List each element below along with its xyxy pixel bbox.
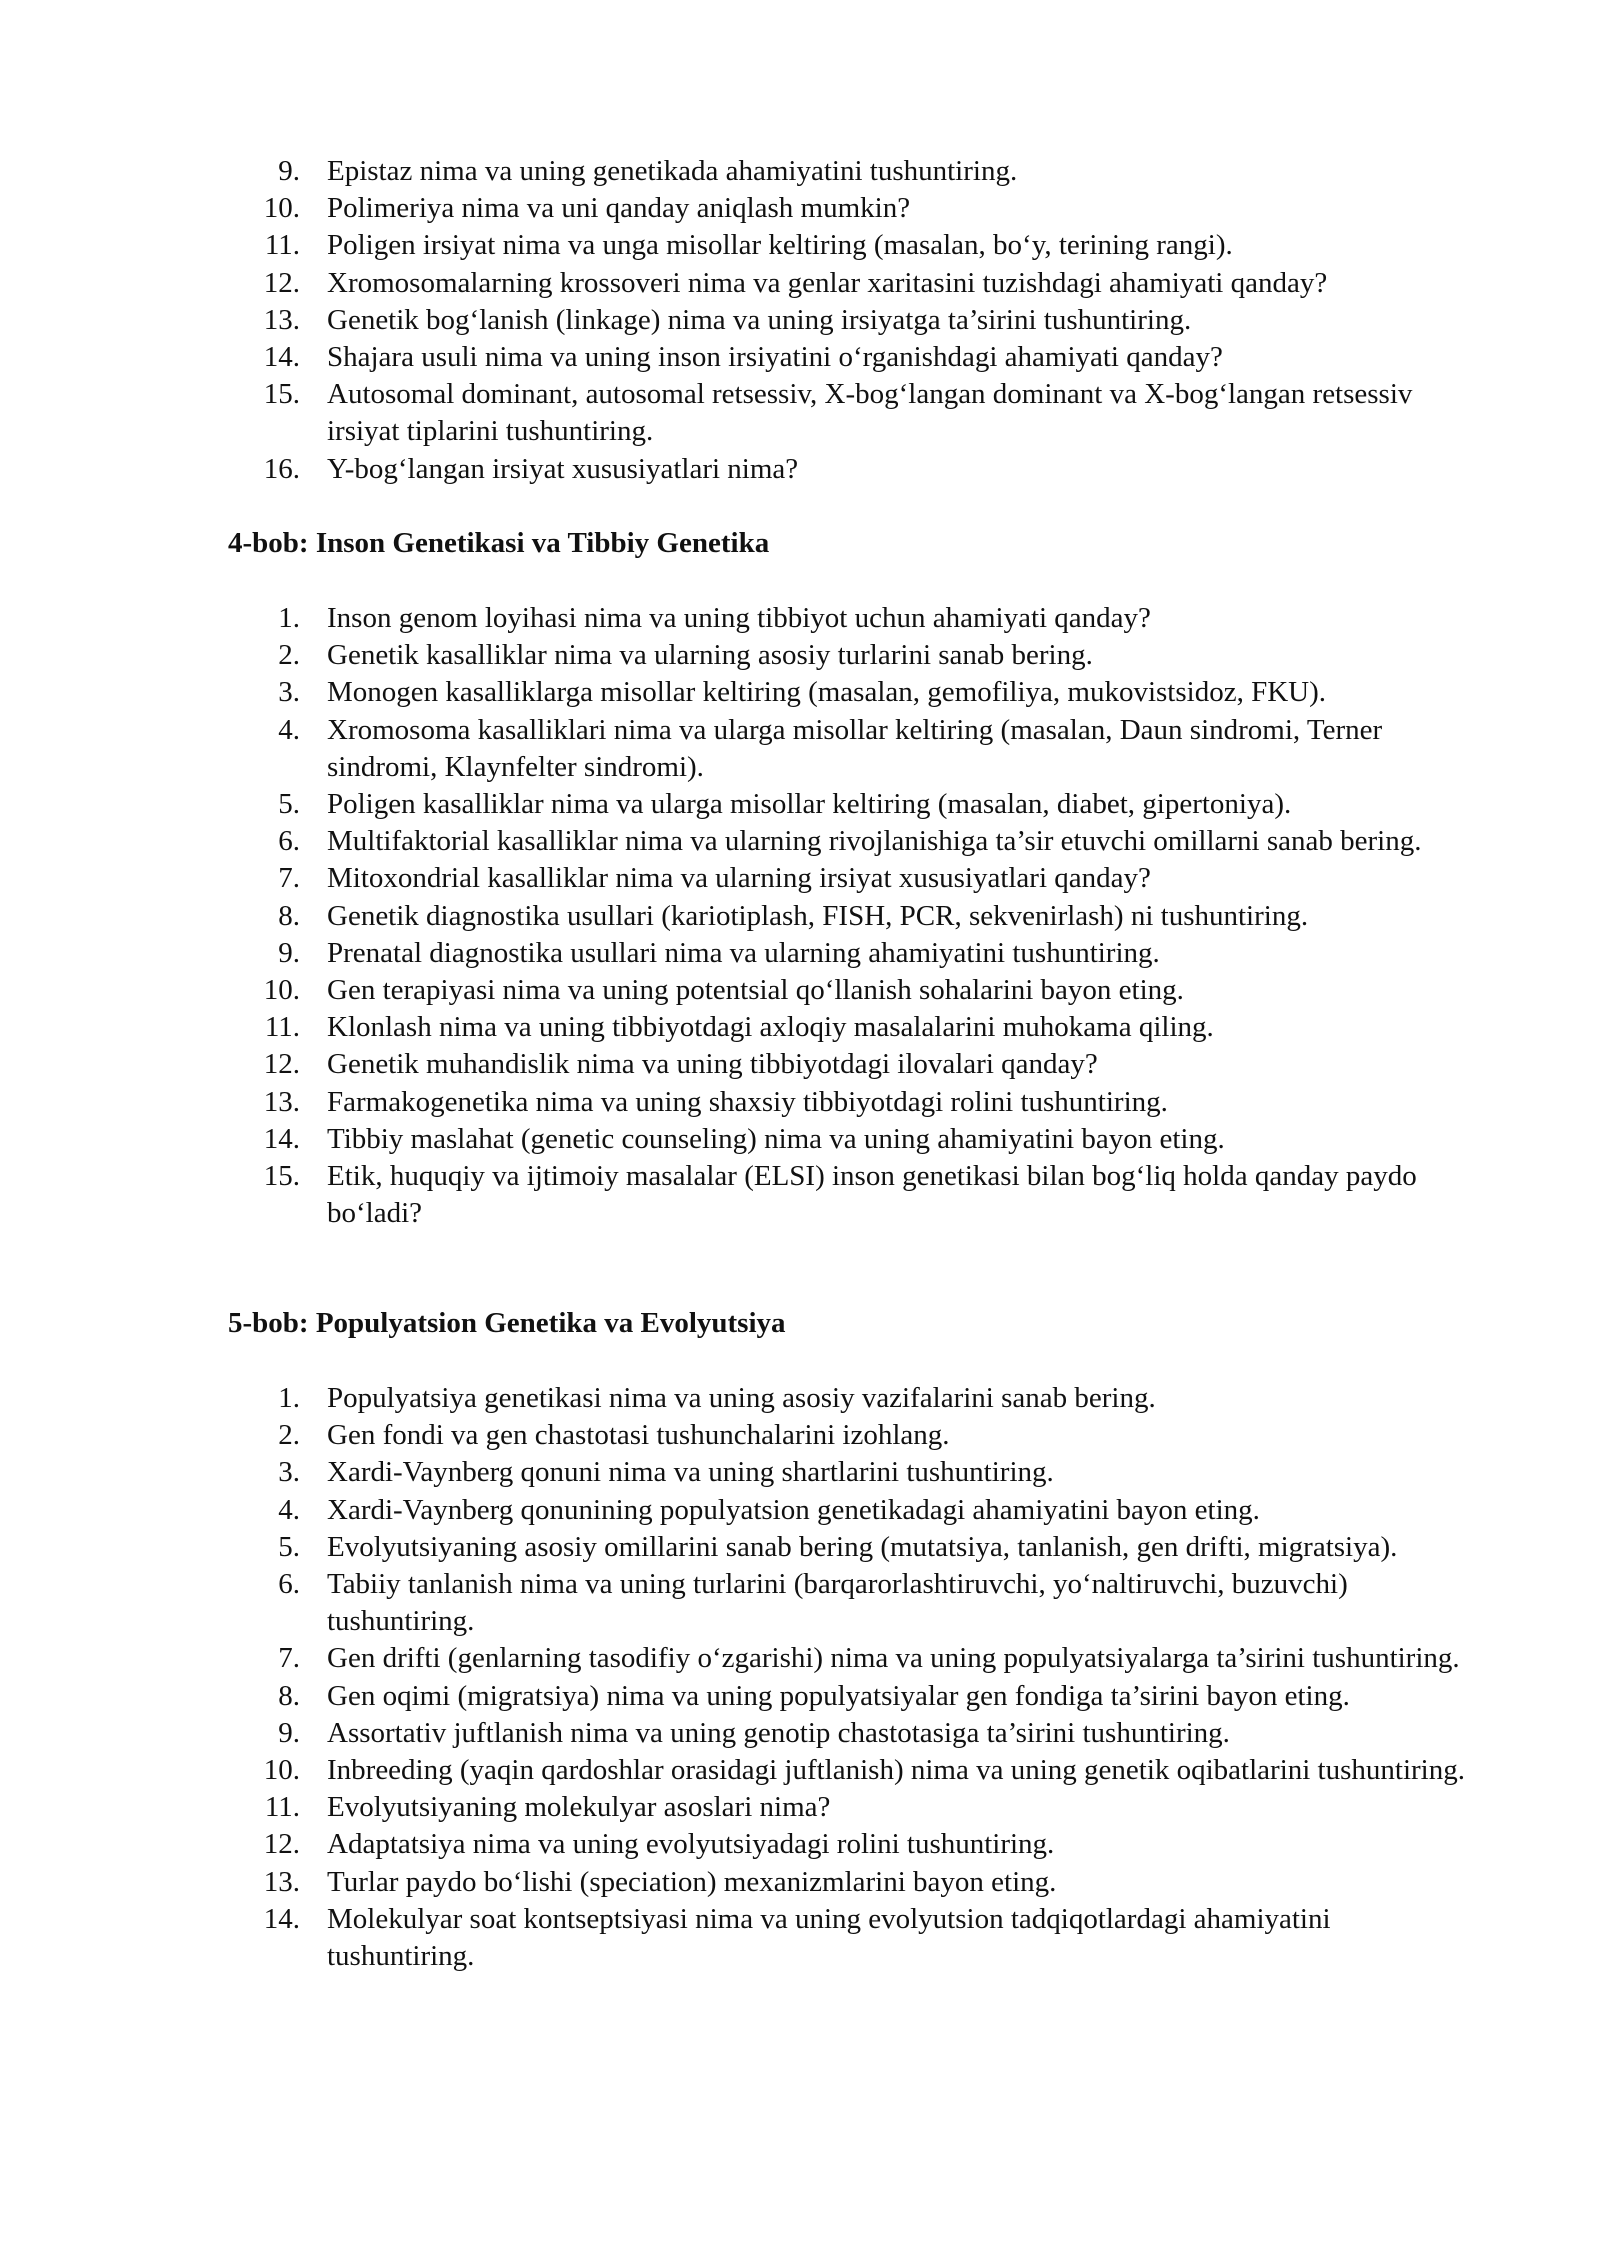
list-item-text: Xromosomalarning krossoveri nima va genlar xaritasini tuzishdagi ahamiyati qanday? bbox=[327, 266, 1328, 299]
list-item-text: Populyatsiya genetikasi nima va uning asosiy vazifalarini sanab bering. bbox=[327, 1382, 1156, 1414]
list-item-text: Gen drifti (genlarning tasodifiy o‘zgarishi) nima va uning populyatsiyalarga ta’sirini tushuntiring. bbox=[327, 1642, 1460, 1675]
list-item bbox=[0, 1715, 1600, 1752]
list-item-number: 5. bbox=[278, 1530, 300, 1563]
list-item-number: 13. bbox=[263, 303, 300, 336]
list-item bbox=[0, 1826, 1600, 1863]
list-item-number: 14. bbox=[263, 1902, 300, 1935]
list-item bbox=[0, 1121, 1600, 1158]
list-item-number: 8. bbox=[278, 1679, 300, 1712]
list-item-text: Evolyutsiyaning asosiy omillarini sanab bering (mutatsiya, tanlanish, gen drifti, migratsiya). bbox=[327, 1530, 1398, 1563]
list-item bbox=[0, 600, 1600, 637]
list-item bbox=[0, 712, 1600, 786]
list-item-text: Klonlash nima va uning tibbiyotdagi axloqiy masalalarini muhokama qiling. bbox=[327, 1011, 1214, 1044]
list-item-number: 16. bbox=[263, 452, 300, 485]
list-item bbox=[0, 1492, 1600, 1529]
list-item-number: 9. bbox=[278, 936, 300, 969]
list-item-text: Poligen irsiyat nima va unga misollar keltiring (masalan, bo‘y, terining rangi). bbox=[327, 229, 1233, 262]
list-item-text: Y-bog‘langan irsiyat xususiyatlari nima? bbox=[327, 452, 799, 485]
list-item-text: Mitoxondrial kasalliklar nima va ularning irsiyat xususiyatlari qanday? bbox=[327, 862, 1151, 895]
question-list-chapter-4 bbox=[0, 600, 1600, 1232]
list-item bbox=[0, 1454, 1600, 1491]
list-item-text: Prenatal diagnostika usullari nima va ularning ahamiyatini tushuntiring. bbox=[327, 936, 1160, 969]
list-item-number: 7. bbox=[278, 1642, 300, 1675]
list-item bbox=[0, 376, 1600, 450]
list-item-text: Gen fondi va gen chastotasi tushunchalarini izohlang. bbox=[327, 1419, 950, 1452]
list-item bbox=[0, 637, 1600, 674]
list-item-number: 12. bbox=[263, 1828, 300, 1861]
list-item-number: 13. bbox=[263, 1085, 300, 1118]
list-item bbox=[0, 1901, 1600, 1975]
list-item-text: Etik, huquqiy va ijtimoiy masalalar (ELSI) inson genetikasi bilan bog‘liq holda qanday paydo bo‘ladi? bbox=[327, 1160, 1417, 1230]
list-item bbox=[0, 898, 1600, 935]
list-item-number: 6. bbox=[278, 1568, 300, 1601]
list-item-text: Genetik muhandislik nima va uning tibbiyotdagi ilovalari qanday? bbox=[327, 1048, 1098, 1081]
list-item bbox=[0, 153, 1600, 190]
list-item-text: Inson genom loyihasi nima va uning tibbiyot uchun ahamiyati qanday? bbox=[327, 602, 1151, 634]
list-item-text: Gen oqimi (migratsiya) nima va uning populyatsiyalar gen fondiga ta’sirini bayon eting. bbox=[327, 1679, 1350, 1712]
list-item-number: 11. bbox=[264, 1791, 300, 1824]
list-item-text: Tibbiy maslahat (genetic counseling) nima va uning ahamiyatini bayon eting. bbox=[327, 1122, 1225, 1155]
list-item-text: Xromosoma kasalliklari nima va ularga misollar keltiring (masalan, Daun sindromi, Terner sindromi, Klaynfelter sindromi). bbox=[327, 713, 1383, 783]
list-item bbox=[0, 786, 1600, 823]
list-item-number: 7. bbox=[278, 862, 300, 895]
list-item-number: 10. bbox=[263, 1754, 300, 1787]
list-item-text: Monogen kasalliklarga misollar keltiring (masalan, gemofiliya, mukovistsidoz, FKU). bbox=[327, 676, 1326, 709]
list-item-text: Epistaz nima va uning genetikada ahamiyatini tushuntiring. bbox=[327, 155, 1018, 187]
list-item bbox=[0, 265, 1600, 302]
list-item bbox=[0, 1678, 1600, 1715]
list-item-text: Evolyutsiyaning molekulyar asoslari nima? bbox=[327, 1791, 831, 1824]
list-item-text: Autosomal dominant, autosomal retsessiv, X-bog‘langan dominant va X-bog‘langan retsessiv irsiyat tiplarini tushuntiring. bbox=[327, 378, 1413, 448]
question-list-chapter-3-continued bbox=[0, 153, 1600, 488]
list-item bbox=[0, 1158, 1600, 1232]
list-item-number: 4. bbox=[278, 1493, 300, 1526]
list-item-text: Farmakogenetika nima va uning shaxsiy tibbiyotdagi rolini tushuntiring. bbox=[327, 1085, 1168, 1118]
list-item-number: 1. bbox=[278, 602, 300, 634]
list-item bbox=[0, 1640, 1600, 1677]
list-item-number: 11. bbox=[264, 1011, 300, 1044]
list-item-text: Assortativ juftlanish nima va uning genotip chastotasiga ta’sirini tushuntiring. bbox=[327, 1716, 1230, 1749]
list-item bbox=[0, 1046, 1600, 1083]
list-item bbox=[0, 972, 1600, 1009]
list-item-number: 14. bbox=[263, 1122, 300, 1155]
list-item-text: Genetik diagnostika usullari (kariotiplash, FISH, PCR, sekvenirlash) ni tushuntiring. bbox=[327, 899, 1309, 932]
list-item bbox=[0, 1380, 1600, 1417]
list-item-text: Inbreeding (yaqin qardoshlar orasidagi juftlanish) nima va uning genetik oqibatlarini tushuntiring. bbox=[327, 1754, 1465, 1787]
list-item-number: 2. bbox=[278, 1419, 300, 1452]
list-item-number: 10. bbox=[263, 192, 300, 225]
list-item-number: 3. bbox=[278, 1456, 300, 1489]
list-item-number: 4. bbox=[278, 713, 300, 746]
list-item bbox=[0, 1529, 1600, 1566]
list-item-text: Genetik kasalliklar nima va ularning asosiy turlarini sanab bering. bbox=[327, 639, 1093, 672]
list-item bbox=[0, 674, 1600, 711]
numbered-list bbox=[0, 600, 1600, 1232]
list-item bbox=[0, 451, 1600, 488]
chapter-4-heading: 4-bob: Inson Genetikasi va Tibbiy Genetika bbox=[228, 527, 770, 559]
list-item bbox=[0, 1009, 1600, 1046]
list-item-number: 14. bbox=[263, 341, 300, 374]
list-item-number: 13. bbox=[263, 1865, 300, 1898]
list-item-text: Gen terapiyasi nima va uning potentsial qo‘llanish sohalarini bayon eting. bbox=[327, 974, 1184, 1007]
list-item bbox=[0, 1417, 1600, 1454]
list-item-number: 9. bbox=[278, 1716, 300, 1749]
list-item-number: 2. bbox=[278, 639, 300, 672]
chapter-5-heading: 5-bob: Populyatsion Genetika va Evolyutsiya bbox=[228, 1307, 786, 1339]
list-item bbox=[0, 1084, 1600, 1121]
list-item bbox=[0, 302, 1600, 339]
list-item-number: 3. bbox=[278, 676, 300, 709]
list-item bbox=[0, 935, 1600, 972]
list-item-number: 11. bbox=[264, 229, 300, 262]
list-item-text: Xardi-Vaynberg qonuni nima va uning shartlarini tushuntiring. bbox=[327, 1456, 1054, 1489]
list-item bbox=[0, 190, 1600, 227]
list-item-number: 8. bbox=[278, 899, 300, 932]
list-item bbox=[0, 823, 1600, 860]
chapter-4-heading-block bbox=[0, 525, 1600, 562]
list-item-text: Adaptatsiya nima va uning evolyutsiyadagi rolini tushuntiring. bbox=[327, 1828, 1055, 1861]
list-item-text: Polimeriya nima va uni qanday aniqlash mumkin? bbox=[327, 192, 911, 225]
list-item bbox=[0, 1864, 1600, 1901]
list-item-number: 15. bbox=[263, 378, 300, 411]
list-item-number: 9. bbox=[278, 155, 300, 187]
list-item bbox=[0, 339, 1600, 376]
list-item bbox=[0, 1752, 1600, 1789]
list-item bbox=[0, 1789, 1600, 1826]
list-item-text: Molekulyar soat kontseptsiyasi nima va uning evolyutsion tadqiqotlardagi ahamiyatini tushuntiring. bbox=[327, 1902, 1331, 1973]
list-item bbox=[0, 860, 1600, 897]
question-list-chapter-5 bbox=[0, 1380, 1600, 1975]
numbered-list bbox=[0, 1380, 1600, 1975]
chapter-5-heading-block bbox=[0, 1305, 1600, 1342]
list-item-number: 1. bbox=[278, 1382, 300, 1414]
list-item-number: 10. bbox=[263, 974, 300, 1007]
list-item-text: Genetik bog‘lanish (linkage) nima va uning irsiyatga ta’sirini tushuntiring. bbox=[327, 303, 1192, 336]
list-item bbox=[0, 227, 1600, 264]
list-item bbox=[0, 1566, 1600, 1640]
numbered-list bbox=[0, 153, 1600, 488]
list-item-number: 5. bbox=[278, 788, 300, 821]
list-item-text: Xardi-Vaynberg qonunining populyatsion genetikadagi ahamiyatini bayon eting. bbox=[327, 1493, 1260, 1526]
list-item-text: Tabiiy tanlanish nima va uning turlarini (barqarorlashtiruvchi, yo‘naltiruvchi, buzuvchi) tushuntiring. bbox=[327, 1568, 1348, 1638]
list-item-number: 12. bbox=[263, 1048, 300, 1081]
list-item-text: Shajara usuli nima va uning inson irsiyatini o‘rganishdagi ahamiyati qanday? bbox=[327, 341, 1223, 374]
list-item-number: 6. bbox=[278, 825, 300, 858]
list-item-text: Turlar paydo bo‘lishi (speciation) mexanizmlarini bayon eting. bbox=[327, 1865, 1057, 1898]
list-item-text: Multifaktorial kasalliklar nima va ularning rivojlanishiga ta’sir etuvchi omillarni sanab bering. bbox=[327, 825, 1422, 858]
list-item-number: 12. bbox=[263, 266, 300, 299]
list-item-number: 15. bbox=[263, 1160, 300, 1193]
list-item-text: Poligen kasalliklar nima va ularga misollar keltiring (masalan, diabet, gipertoniya). bbox=[327, 788, 1292, 821]
